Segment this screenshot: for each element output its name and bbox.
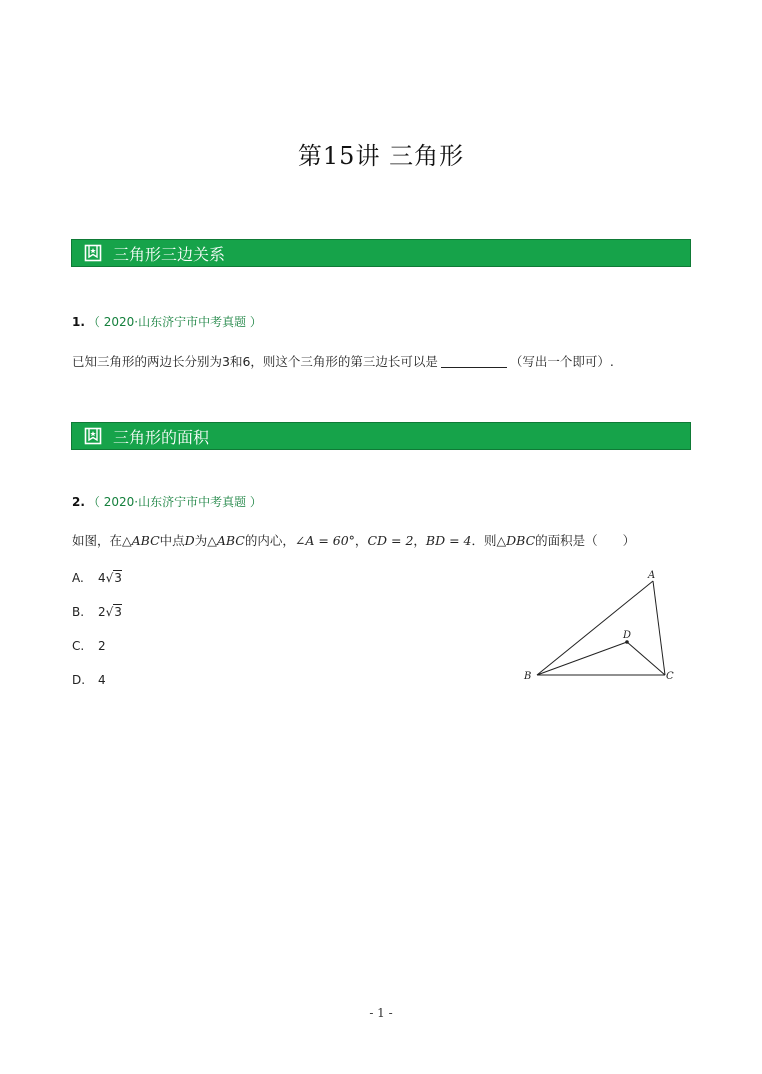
section-header-triangle-area — [71, 422, 691, 450]
vertex-label-b: B — [524, 671, 532, 682]
math-expression: BD = 4 — [425, 533, 472, 548]
question-number: 1. — [72, 315, 85, 329]
math-expression: △DBC — [496, 533, 536, 548]
point-label-d: D — [623, 630, 632, 641]
question-text-part: （写出一个即可）. — [509, 354, 614, 369]
question-source: （ 2020·山东济宁市中考真题 ） — [87, 315, 262, 329]
option-letter: A. — [72, 571, 84, 585]
question-text-part: 中点 — [159, 533, 185, 548]
bookmark-star-icon — [84, 427, 102, 445]
option-coefficient: 2 — [98, 605, 106, 619]
option-d[interactable] — [72, 673, 106, 687]
section-label: 三角形三边关系 — [113, 244, 226, 264]
section-header-triangle-sides — [71, 239, 691, 267]
math-expression: ∠A = 60° — [294, 533, 355, 548]
option-b[interactable] — [72, 605, 122, 619]
math-expression: D — [184, 533, 195, 548]
question-1-header — [72, 313, 262, 330]
bookmark-star-icon — [84, 244, 102, 262]
question-number: 2. — [72, 495, 85, 509]
option-value: 2 — [98, 639, 106, 653]
math-expression: CD = 2 — [367, 533, 414, 548]
side-ac — [653, 581, 665, 675]
option-a[interactable] — [72, 571, 122, 585]
option-letter: B. — [72, 605, 85, 619]
section-label: 三角形的面积 — [113, 427, 210, 447]
math-expression: △ABC — [122, 533, 160, 548]
math-expression: △ABC — [207, 533, 245, 548]
question-2-header — [72, 493, 262, 510]
question-text-part: ， — [413, 533, 426, 548]
question-1-text — [72, 352, 614, 370]
answer-blank — [441, 355, 507, 368]
option-letter: D. — [72, 673, 86, 687]
sqrt-symbol: √ — [105, 571, 114, 585]
option-value: 4 — [98, 673, 106, 687]
question-text-part: 的面积是（ ） — [535, 533, 636, 548]
page-title: 第15讲 三角形 — [297, 142, 465, 170]
question-text-part: 如图，在 — [72, 533, 123, 548]
question-text-part: ， — [354, 533, 368, 548]
question-text-part: 已知三角形的两边长分别为3和6，则这个三角形的第三边长可以是 — [72, 354, 438, 369]
side-ab — [537, 581, 653, 675]
option-c[interactable] — [72, 639, 106, 653]
option-radicand: 3 — [114, 605, 122, 619]
option-coefficient: 4 — [98, 571, 106, 585]
question-text-part: ．则 — [471, 533, 497, 548]
question-text-part: 的内心， — [244, 533, 295, 548]
option-radicand: 3 — [114, 571, 122, 585]
question-text-part: 为 — [194, 533, 208, 548]
segment-bd — [537, 642, 627, 675]
page-number: - 1 - — [369, 1006, 393, 1020]
question-source: （ 2020·山东济宁市中考真题 ） — [87, 495, 262, 509]
question-2-text — [72, 531, 635, 549]
triangle-figure — [515, 565, 690, 685]
option-letter: C. — [72, 639, 85, 653]
vertex-label-c: C — [666, 671, 674, 682]
segment-dc — [627, 642, 665, 675]
sqrt-symbol: √ — [105, 605, 114, 619]
vertex-label-a: A — [648, 570, 656, 581]
